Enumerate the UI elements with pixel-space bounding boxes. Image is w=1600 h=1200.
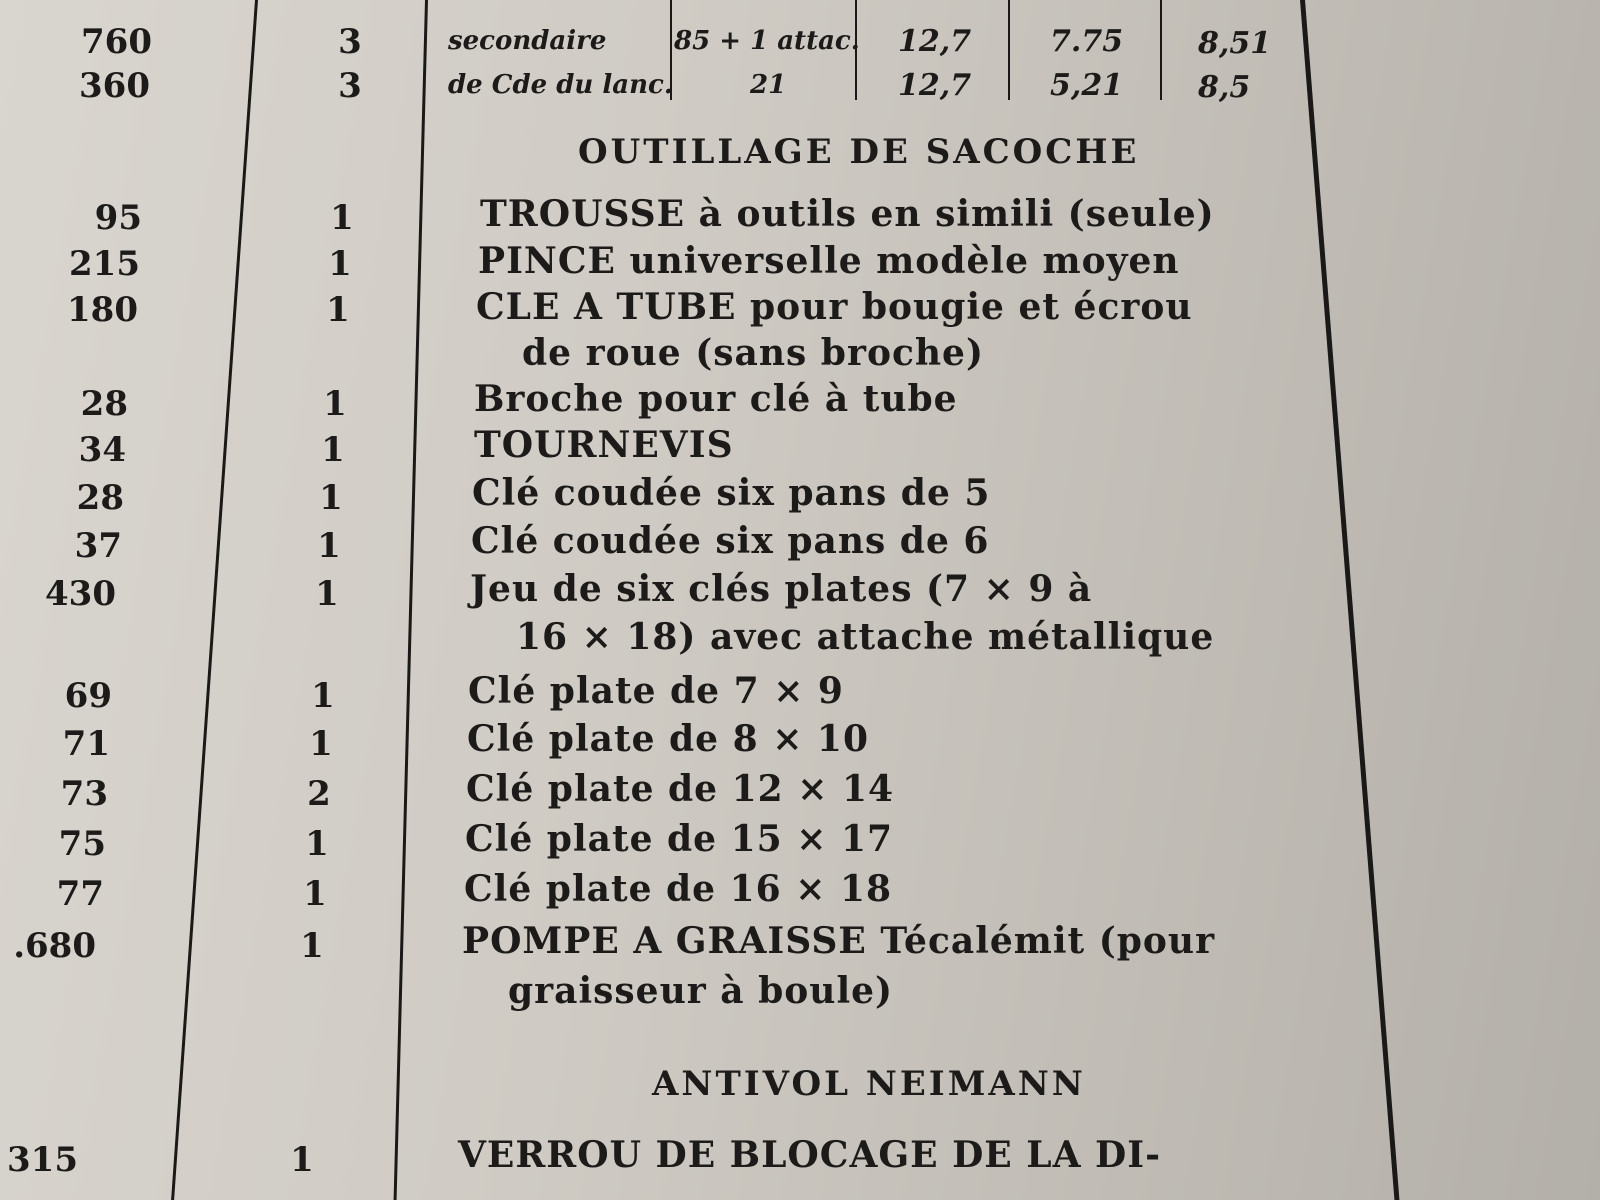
row-ref: 430 [45, 574, 116, 614]
row-description-continued: graisseur à boule) [508, 970, 894, 1012]
row-description: Clé plate de 8 × 10 [467, 718, 869, 760]
row-qty: 1 [315, 574, 339, 614]
row-description: Clé plate de 15 × 17 [465, 818, 894, 860]
row-description: Broche pour clé à tube [474, 378, 958, 420]
top-table-rule-4 [1160, 0, 1162, 100]
row-ref: 75 [58, 824, 106, 864]
section-heading: ANTIVOL NEIMANN [652, 1064, 1086, 1104]
row-qty: 1 [319, 478, 343, 518]
top-row-ref: 360 [79, 66, 150, 106]
row-qty: 1 [311, 676, 335, 716]
row-ref: 77 [56, 874, 104, 914]
row-qty: 1 [300, 926, 324, 966]
row-description: Jeu de six clés plates (7 × 9 à [470, 568, 1093, 610]
row-description: Clé plate de 12 × 14 [466, 768, 895, 810]
top-row-label: secondaire [448, 26, 607, 56]
row-qty: 1 [323, 384, 347, 424]
row-ref: 215 [69, 244, 140, 284]
row-qty: 1 [309, 724, 333, 764]
row-ref: .680 [13, 926, 96, 966]
row-ref: 71 [62, 724, 110, 764]
row-ref: 69 [64, 676, 112, 716]
row-description: Clé plate de 7 × 9 [468, 670, 844, 712]
column-rule-right [1300, 0, 1399, 1200]
row-description: TOURNEVIS [474, 424, 734, 466]
top-row-qty: 3 [338, 66, 362, 106]
top-row-v2: 7.75 [1050, 24, 1124, 59]
row-qty: 1 [328, 244, 352, 284]
row-description: VERROU DE BLOCAGE DE LA DI- [458, 1134, 1162, 1176]
top-row-qty: 3 [338, 22, 362, 62]
top-row-label: de Cde du lanc. [448, 70, 673, 100]
top-row-col3: 21 [750, 70, 787, 100]
row-qty: 1 [303, 874, 327, 914]
row-description: PINCE universelle modèle moyen [478, 240, 1180, 282]
row-description-continued: 16 × 18) avec attache métallique [516, 616, 1215, 658]
row-description: CLE A TUBE pour bougie et écrou [476, 286, 1193, 328]
top-row-v3: 8,5 [1198, 70, 1251, 105]
row-ref: 315 [7, 1140, 78, 1180]
row-description: TROUSSE à outils en simili (seule) [480, 193, 1215, 235]
column-rule-left [171, 0, 258, 1200]
top-row-v1: 12,7 [898, 24, 972, 59]
row-ref: 34 [78, 430, 126, 470]
row-ref: 28 [76, 478, 124, 518]
row-description: Clé plate de 16 × 18 [464, 868, 893, 910]
row-ref: 73 [60, 774, 108, 814]
row-ref: 28 [80, 384, 128, 424]
section-heading: OUTILLAGE DE SACOCHE [578, 132, 1140, 172]
row-qty: 1 [317, 526, 341, 566]
top-table-rule-3 [1008, 0, 1010, 100]
row-qty: 2 [307, 774, 331, 814]
row-ref: 95 [94, 198, 142, 238]
row-qty: 1 [290, 1140, 314, 1180]
column-rule-middle [394, 0, 428, 1200]
top-row-ref: 760 [81, 22, 152, 62]
top-row-col3: 85 + 1 attac. [674, 26, 860, 56]
row-qty: 1 [305, 824, 329, 864]
row-description: Clé coudée six pans de 5 [472, 472, 991, 514]
row-description-continued: de roue (sans broche) [522, 332, 984, 374]
row-ref: 180 [67, 290, 138, 330]
top-row-v2: 5,21 [1050, 68, 1124, 103]
row-qty: 1 [326, 290, 350, 330]
row-qty: 1 [330, 198, 354, 238]
top-row-v1: 12,7 [898, 68, 972, 103]
row-qty: 1 [321, 430, 345, 470]
top-row-v3: 8,51 [1198, 26, 1272, 61]
row-ref: 37 [74, 526, 122, 566]
row-description: Clé coudée six pans de 6 [471, 520, 990, 562]
row-description: POMPE A GRAISSE Técalémit (pour [462, 920, 1216, 962]
